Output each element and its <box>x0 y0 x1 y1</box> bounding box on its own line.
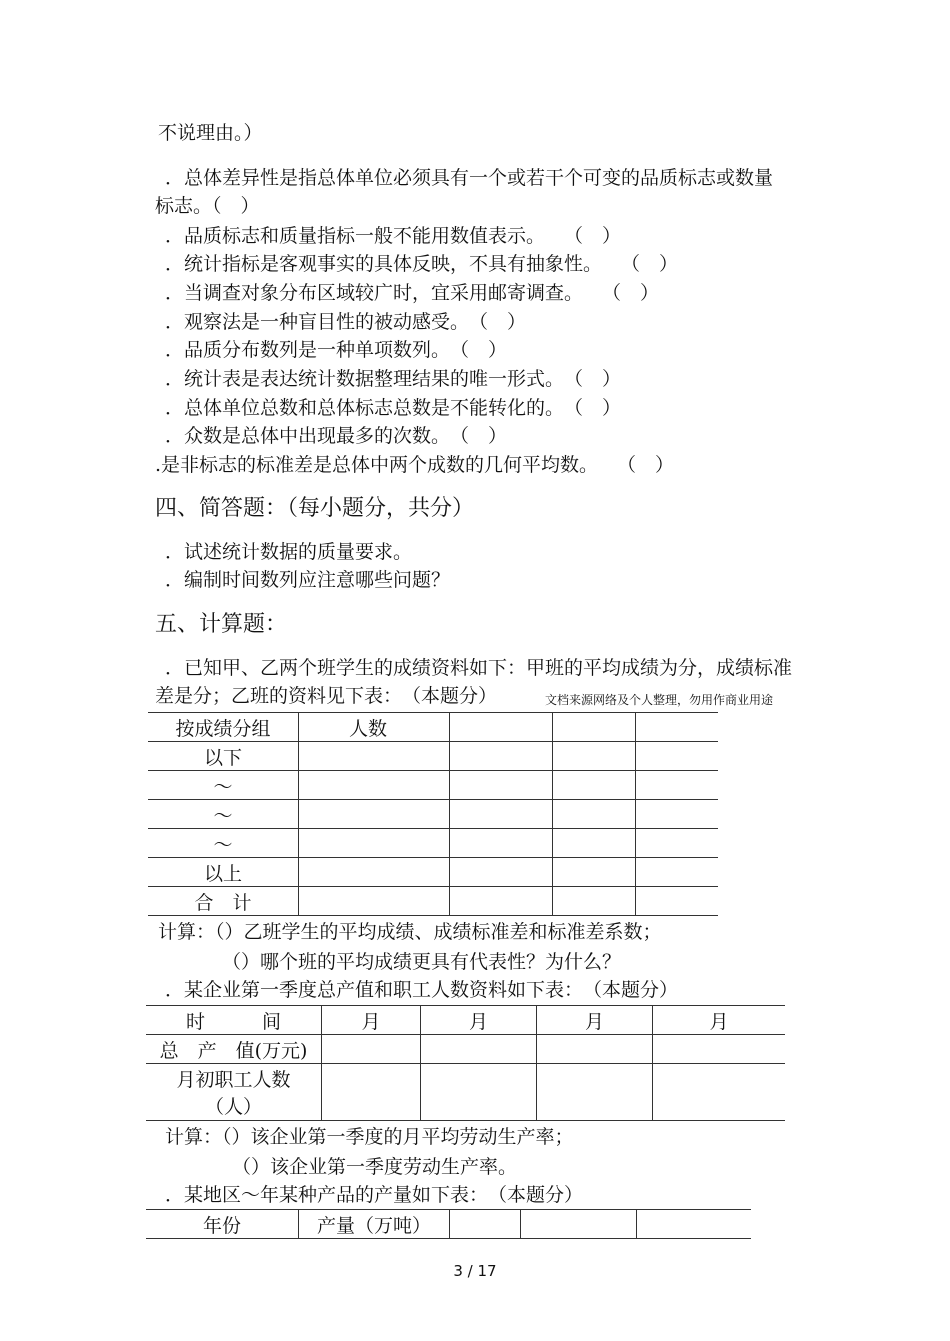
text-line: ．品质分布数列是一种单项数列。 （ ） <box>165 339 508 361</box>
table-cell <box>450 858 553 887</box>
table-cell: 以上 <box>148 858 299 887</box>
table-cell: 年份 <box>146 1210 299 1239</box>
table-header-row <box>146 1006 785 1035</box>
section-heading: 五、计算题： <box>155 612 288 637</box>
table-cell: 时 间 <box>146 1006 322 1035</box>
text-line: ．观察法是一种盲目性的被动感受。 （ ） <box>165 311 527 333</box>
table-cell: 月 <box>537 1006 653 1035</box>
table-cell <box>653 1064 786 1121</box>
table-cell: 产量（万吨） <box>299 1210 450 1239</box>
table-cell: 总 产 值(万元) <box>146 1035 322 1064</box>
table-cell <box>322 1064 421 1121</box>
text-line: ．总体单位总数和总体标志总数是不能转化的。 （ ） <box>165 397 622 419</box>
table-cell <box>299 742 450 771</box>
table-cell <box>553 858 636 887</box>
text-line: ．某地区～年某种产品的产量如下表： （本题分） <box>165 1184 584 1206</box>
table-cell <box>299 771 450 800</box>
output-staff-table <box>146 1005 785 1121</box>
table-cell <box>450 887 553 916</box>
table-cell <box>636 829 719 858</box>
table-cell <box>636 742 719 771</box>
table-row <box>148 858 718 887</box>
table-cell: 月初职工人数（人） <box>146 1064 322 1121</box>
text-line: （）该企业第一季度劳动生产率。 <box>232 1156 518 1178</box>
table-cell <box>450 713 553 742</box>
table-cell: ～ <box>148 829 299 858</box>
text-line: 计算：（）乙班学生的平均成绩、成绩标准差和标准差系数； <box>158 921 662 943</box>
table-cell <box>553 829 636 858</box>
table-cell <box>450 1210 521 1239</box>
table-cell <box>553 742 636 771</box>
table-cell <box>450 800 553 829</box>
table-row <box>148 887 718 916</box>
table-cell: 按成绩分组 <box>148 713 299 742</box>
text-line: （）哪个班的平均成绩更具有代表性？为什么？ <box>222 951 622 973</box>
text-line: ．已知甲、乙两个班学生的成绩资料如下：甲班的平均成绩为分，成绩标准 <box>165 657 793 679</box>
table-cell <box>637 1210 752 1239</box>
table-row <box>148 800 718 829</box>
text-line: ．统计表是表达统计数据整理结果的唯一形式。 （ ） <box>165 368 622 390</box>
table-row <box>148 771 718 800</box>
table-cell <box>521 1210 637 1239</box>
table-row <box>148 829 718 858</box>
text-line: 计算：（）该企业第一季度的月平均劳动生产率； <box>165 1126 574 1148</box>
grade-table <box>148 712 718 916</box>
table-cell <box>299 887 450 916</box>
text-line: ．当调查对象分布区域较广时，宜采用邮寄调查。 （ ） <box>165 282 660 304</box>
source-note: 文档来源网络及个人整理，勿用作商业用途 <box>545 693 774 707</box>
table-cell <box>636 800 719 829</box>
page-number: 3 / 17 <box>453 1262 497 1280</box>
table-cell <box>537 1035 653 1064</box>
table-cell <box>636 858 719 887</box>
text-line: ．总体差异性是指总体单位必须具有一个或若干个可变的品质标志或数量 <box>165 167 774 189</box>
text-line: ．某企业第一季度总产值和职工人数资料如下表： （本题分） <box>165 979 679 1001</box>
text-line: ．众数是总体中出现最多的次数。 （ ） <box>165 425 508 447</box>
table-row <box>146 1035 785 1064</box>
table-cell: 人数 <box>299 713 450 742</box>
table-cell <box>553 800 636 829</box>
production-table <box>146 1209 751 1239</box>
table-row <box>146 1064 785 1121</box>
table-header-row <box>148 713 718 742</box>
section-heading: 四、简答题：（每小题分，共分） <box>155 496 475 521</box>
table-cell <box>537 1064 653 1121</box>
table-cell: 月 <box>322 1006 421 1035</box>
table-cell <box>299 800 450 829</box>
text-line: ．统计指标是客观事实的具体反映，不具有抽象性。 （ ） <box>165 253 679 275</box>
table-cell: 月 <box>421 1006 537 1035</box>
table-cell <box>553 771 636 800</box>
table-header-row <box>146 1210 751 1239</box>
table-cell <box>450 829 553 858</box>
text-line: ．试述统计数据的质量要求。 <box>165 541 413 563</box>
table-cell <box>636 771 719 800</box>
table-cell: ～ <box>148 800 299 829</box>
table-cell <box>299 858 450 887</box>
table-cell <box>299 829 450 858</box>
table-cell <box>653 1035 786 1064</box>
table-cell: 以下 <box>148 742 299 771</box>
table-row <box>148 742 718 771</box>
table-cell: 月 <box>653 1006 786 1035</box>
table-cell <box>553 713 636 742</box>
table-cell <box>553 887 636 916</box>
table-cell <box>636 713 719 742</box>
table-cell: ～ <box>148 771 299 800</box>
text-line: .是非标志的标准差是总体中两个成数的几何平均数。 （ ） <box>155 454 675 476</box>
table-cell <box>421 1064 537 1121</box>
text-line: 标志。（ ） <box>155 195 260 217</box>
text-line: 不说理由。） <box>158 122 263 144</box>
table-cell <box>636 887 719 916</box>
table-cell: 合 计 <box>148 887 299 916</box>
table-cell <box>322 1035 421 1064</box>
text-line: ．品质标志和质量指标一般不能用数值表示。 （ ） <box>165 225 622 247</box>
text-line: 差是分；乙班的资料见下表： （本题分） <box>155 685 498 707</box>
table-cell <box>450 742 553 771</box>
table-cell <box>421 1035 537 1064</box>
table-cell <box>450 771 553 800</box>
text-line: ．编制时间数列应注意哪些问题？ <box>165 569 451 591</box>
